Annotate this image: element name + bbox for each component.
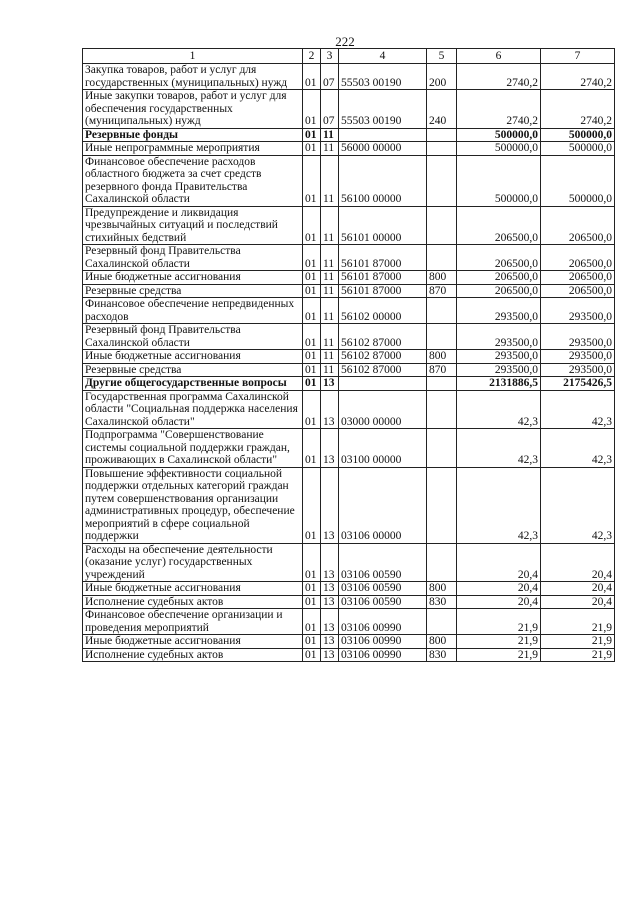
- row-expense-type: 800: [427, 635, 457, 649]
- row-amount-year2: 42,3: [541, 429, 615, 468]
- row-subsection: 11: [321, 271, 339, 285]
- table-row: [83, 390, 615, 429]
- row-subsection: 11: [321, 155, 339, 206]
- row-section: 01: [303, 128, 321, 142]
- row-target-article: 56101 87000: [339, 245, 427, 271]
- row-name: Иные непрограммные мероприятия: [83, 142, 303, 156]
- row-expense-type: 800: [427, 582, 457, 596]
- row-section: 01: [303, 467, 321, 543]
- row-amount-year2: 21,9: [541, 648, 615, 662]
- row-subsection: 11: [321, 284, 339, 298]
- row-name: Резервный фонд Правительства Сахалинской области: [83, 245, 303, 271]
- row-name: Иные бюджетные ассигнования: [83, 635, 303, 649]
- row-expense-type: 870: [427, 363, 457, 377]
- row-amount-year2: 42,3: [541, 390, 615, 429]
- row-section: 01: [303, 90, 321, 129]
- row-subsection: 11: [321, 298, 339, 324]
- row-subsection: 11: [321, 363, 339, 377]
- row-amount-year2: 293500,0: [541, 324, 615, 350]
- row-target-article: 03106 00990: [339, 609, 427, 635]
- row-amount-year2: 500000,0: [541, 142, 615, 156]
- row-subsection: 11: [321, 206, 339, 245]
- row-target-article: 03106 00990: [339, 635, 427, 649]
- table-row: [83, 155, 615, 206]
- row-amount-year2: 2740,2: [541, 64, 615, 90]
- row-section: 01: [303, 155, 321, 206]
- row-amount-year2: 293500,0: [541, 363, 615, 377]
- row-section: 01: [303, 284, 321, 298]
- row-section: 01: [303, 64, 321, 90]
- row-section: 01: [303, 595, 321, 609]
- row-name: Исполнение судебных актов: [83, 595, 303, 609]
- row-section: 01: [303, 635, 321, 649]
- row-target-article: [339, 128, 427, 142]
- row-amount-year2: 20,4: [541, 543, 615, 582]
- row-expense-type: 870: [427, 284, 457, 298]
- row-name: Закупка товаров, работ и услуг для государственных (муниципальных) нужд: [83, 64, 303, 90]
- row-section: 01: [303, 324, 321, 350]
- row-target-article: 55503 00190: [339, 64, 427, 90]
- table-row: [83, 467, 615, 543]
- row-target-article: 56102 87000: [339, 324, 427, 350]
- row-amount-year2: 206500,0: [541, 245, 615, 271]
- row-target-article: 56102 00000: [339, 298, 427, 324]
- table-row: [83, 298, 615, 324]
- row-subsection: 13: [321, 390, 339, 429]
- row-section: 01: [303, 245, 321, 271]
- row-subsection: 13: [321, 429, 339, 468]
- row-expense-type: [427, 467, 457, 543]
- table-row: [83, 429, 615, 468]
- row-subsection: 11: [321, 142, 339, 156]
- row-name: Резервные средства: [83, 363, 303, 377]
- row-amount-year1: 500000,0: [457, 128, 541, 142]
- row-section: 01: [303, 142, 321, 156]
- col-header-7: 7: [541, 49, 615, 64]
- row-subsection: 13: [321, 609, 339, 635]
- row-name: Иные бюджетные ассигнования: [83, 350, 303, 364]
- row-target-article: 03106 00590: [339, 582, 427, 596]
- row-expense-type: [427, 206, 457, 245]
- row-amount-year2: 293500,0: [541, 298, 615, 324]
- col-header-6: 6: [457, 49, 541, 64]
- row-amount-year1: 293500,0: [457, 324, 541, 350]
- header-row: [83, 49, 615, 64]
- row-name: Резервные средства: [83, 284, 303, 298]
- table-row: [83, 609, 615, 635]
- row-name: Финансовое обеспечение непредвиденных расходов: [83, 298, 303, 324]
- row-amount-year1: 2740,2: [457, 90, 541, 129]
- table-row: [83, 635, 615, 649]
- row-section: 01: [303, 390, 321, 429]
- row-name: Резервные фонды: [83, 128, 303, 142]
- row-subsection: 13: [321, 595, 339, 609]
- table-row: [83, 90, 615, 129]
- row-expense-type: [427, 377, 457, 391]
- row-name: Финансовое обеспечение расходов областного бюджета за счет средств резервного фонда Правительства Сахалинской области: [83, 155, 303, 206]
- row-subsection: 13: [321, 377, 339, 391]
- row-target-article: 03106 00990: [339, 648, 427, 662]
- table-row: [83, 64, 615, 90]
- row-amount-year1: 2131886,5: [457, 377, 541, 391]
- row-expense-type: [427, 429, 457, 468]
- table-row: [83, 648, 615, 662]
- row-amount-year2: 206500,0: [541, 206, 615, 245]
- row-amount-year1: 500000,0: [457, 142, 541, 156]
- row-amount-year1: 21,9: [457, 648, 541, 662]
- row-expense-type: [427, 245, 457, 271]
- row-target-article: 55503 00190: [339, 90, 427, 129]
- row-name: Исполнение судебных актов: [83, 648, 303, 662]
- row-amount-year1: 20,4: [457, 582, 541, 596]
- row-target-article: 56101 00000: [339, 206, 427, 245]
- row-amount-year2: 293500,0: [541, 350, 615, 364]
- table-row: [83, 363, 615, 377]
- row-amount-year1: 293500,0: [457, 298, 541, 324]
- row-expense-type: 800: [427, 271, 457, 285]
- row-section: 01: [303, 609, 321, 635]
- row-amount-year2: 21,9: [541, 635, 615, 649]
- row-amount-year1: 42,3: [457, 429, 541, 468]
- row-amount-year1: 20,4: [457, 543, 541, 582]
- row-name: Другие общегосударственные вопросы: [83, 377, 303, 391]
- table-row: [83, 377, 615, 391]
- col-header-2: 2: [303, 49, 321, 64]
- row-amount-year1: 42,3: [457, 390, 541, 429]
- row-amount-year1: 42,3: [457, 467, 541, 543]
- row-amount-year2: 20,4: [541, 582, 615, 596]
- row-amount-year1: 21,9: [457, 635, 541, 649]
- row-amount-year1: 206500,0: [457, 206, 541, 245]
- row-expense-type: [427, 128, 457, 142]
- row-target-article: [339, 377, 427, 391]
- row-amount-year1: 293500,0: [457, 350, 541, 364]
- row-amount-year1: 206500,0: [457, 284, 541, 298]
- row-amount-year2: 21,9: [541, 609, 615, 635]
- row-expense-type: 830: [427, 595, 457, 609]
- row-subsection: 07: [321, 64, 339, 90]
- row-subsection: 13: [321, 467, 339, 543]
- row-name: Государственная программа Сахалинской области "Социальная поддержка населения Сахалинской области": [83, 390, 303, 429]
- row-section: 01: [303, 350, 321, 364]
- row-section: 01: [303, 298, 321, 324]
- row-section: 01: [303, 206, 321, 245]
- row-section: 01: [303, 377, 321, 391]
- row-amount-year1: 500000,0: [457, 155, 541, 206]
- row-subsection: 11: [321, 245, 339, 271]
- table-row: [83, 245, 615, 271]
- row-amount-year1: 20,4: [457, 595, 541, 609]
- row-expense-type: 240: [427, 90, 457, 129]
- row-subsection: 13: [321, 543, 339, 582]
- col-header-1: 1: [83, 49, 303, 64]
- row-target-article: 56102 87000: [339, 350, 427, 364]
- row-section: 01: [303, 582, 321, 596]
- row-target-article: 03000 00000: [339, 390, 427, 429]
- row-subsection: 13: [321, 648, 339, 662]
- table-row: [83, 142, 615, 156]
- row-expense-type: [427, 298, 457, 324]
- row-target-article: 56101 87000: [339, 271, 427, 285]
- row-name: Предупреждение и ликвидация чрезвычайных ситуаций и последствий стихийных бедствий: [83, 206, 303, 245]
- row-target-article: 56101 87000: [339, 284, 427, 298]
- row-amount-year2: 500000,0: [541, 128, 615, 142]
- row-name: Расходы на обеспечение деятельности (оказание услуг) государственных учреждений: [83, 543, 303, 582]
- row-target-article: 03106 00590: [339, 543, 427, 582]
- row-expense-type: [427, 543, 457, 582]
- row-section: 01: [303, 543, 321, 582]
- row-amount-year2: 206500,0: [541, 271, 615, 285]
- table-row: [83, 543, 615, 582]
- row-name: Подпрограмма "Совершенствование системы социальной поддержки граждан, проживающих в Сахалинской области": [83, 429, 303, 468]
- row-target-article: 03106 00590: [339, 595, 427, 609]
- row-subsection: 11: [321, 128, 339, 142]
- row-target-article: 56100 00000: [339, 155, 427, 206]
- row-amount-year2: 2740,2: [541, 90, 615, 129]
- row-subsection: 11: [321, 324, 339, 350]
- row-target-article: 03100 00000: [339, 429, 427, 468]
- row-amount-year1: 293500,0: [457, 363, 541, 377]
- row-section: 01: [303, 271, 321, 285]
- row-name: Повышение эффективности социальной поддержки отдельных категорий граждан путем совершенствования организации административных процедур, обеспечение мероприятий в сфере социальной поддержки: [83, 467, 303, 543]
- row-expense-type: [427, 142, 457, 156]
- row-section: 01: [303, 363, 321, 377]
- row-expense-type: [427, 390, 457, 429]
- row-expense-type: 200: [427, 64, 457, 90]
- row-name: Резервный фонд Правительства Сахалинской области: [83, 324, 303, 350]
- table-row: [83, 350, 615, 364]
- row-section: 01: [303, 429, 321, 468]
- row-amount-year1: 2740,2: [457, 64, 541, 90]
- row-expense-type: 830: [427, 648, 457, 662]
- row-name: Иные бюджетные ассигнования: [83, 271, 303, 285]
- row-subsection: 11: [321, 350, 339, 364]
- col-header-4: 4: [339, 49, 427, 64]
- row-expense-type: [427, 609, 457, 635]
- table-row: [83, 128, 615, 142]
- table-row: [83, 595, 615, 609]
- row-expense-type: [427, 155, 457, 206]
- row-amount-year1: 206500,0: [457, 245, 541, 271]
- row-expense-type: [427, 324, 457, 350]
- row-subsection: 07: [321, 90, 339, 129]
- row-subsection: 13: [321, 582, 339, 596]
- table-row: [83, 206, 615, 245]
- table-row: [83, 284, 615, 298]
- row-amount-year1: 206500,0: [457, 271, 541, 285]
- row-target-article: 03106 00000: [339, 467, 427, 543]
- row-expense-type: 800: [427, 350, 457, 364]
- row-amount-year2: 42,3: [541, 467, 615, 543]
- row-amount-year1: 21,9: [457, 609, 541, 635]
- page-number: 222: [335, 34, 355, 49]
- row-section: 01: [303, 648, 321, 662]
- row-amount-year2: 2175426,5: [541, 377, 615, 391]
- row-name: Иные закупки товаров, работ и услуг для обеспечения государственных (муниципальных) нужд: [83, 90, 303, 129]
- col-header-3: 3: [321, 49, 339, 64]
- row-subsection: 13: [321, 635, 339, 649]
- row-name: Иные бюджетные ассигнования: [83, 582, 303, 596]
- row-amount-year2: 500000,0: [541, 155, 615, 206]
- row-target-article: 56000 00000: [339, 142, 427, 156]
- row-amount-year2: 206500,0: [541, 284, 615, 298]
- row-target-article: 56102 87000: [339, 363, 427, 377]
- table-row: [83, 271, 615, 285]
- row-amount-year2: 20,4: [541, 595, 615, 609]
- row-name: Финансовое обеспечение организации и проведения мероприятий: [83, 609, 303, 635]
- col-header-5: 5: [427, 49, 457, 64]
- budget-table: [82, 48, 615, 662]
- table-row: [83, 582, 615, 596]
- table-row: [83, 324, 615, 350]
